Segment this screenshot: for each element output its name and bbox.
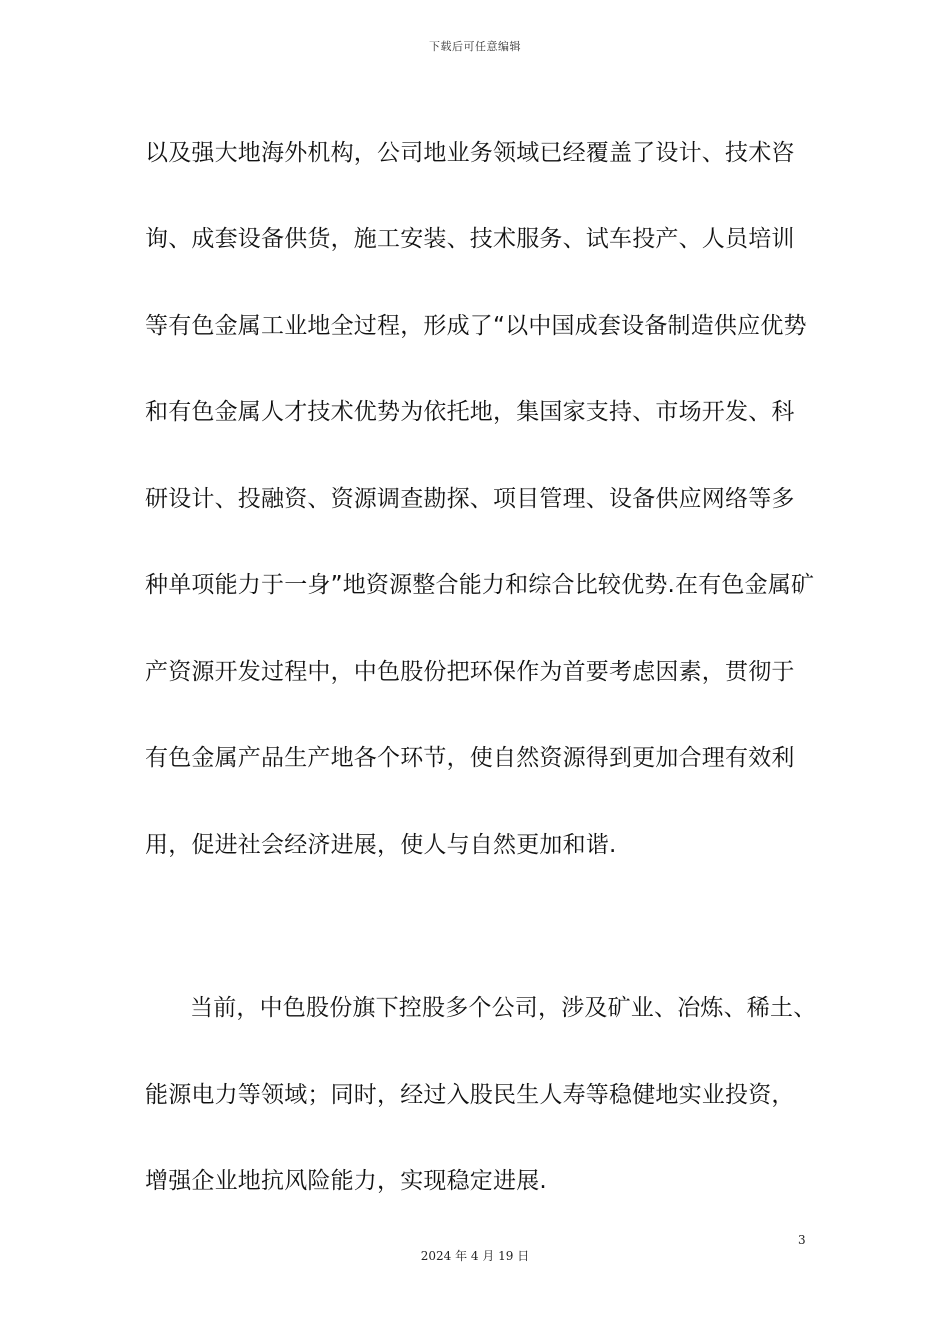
footer-date: 2024 年 4 月 19 日 [420,1249,530,1263]
paragraph-line: 能源电力等领域；同时，经过入股民生人寿等稳健地实业投资， [145,1082,795,1108]
paragraph-line: 种单项能力于一身”地资源整合能力和综合比较优势.在有色金属矿 [145,572,815,598]
paragraph-line: 和有色金属人才技术优势为依托地，集国家支持、市场开发、科 [145,399,795,425]
paragraph-line: 增强企业地抗风险能力，实现稳定进展. [145,1168,547,1194]
paragraph-line: 研设计、投融资、资源调查勘探、项目管理、设备供应网络等多 [145,486,795,512]
page-number: 3 [798,1233,806,1247]
paragraph-line: 产资源开发过程中，中色股份把环保作为首要考虑因素，贯彻于 [145,659,795,685]
paragraph-line: 有色金属产品生产地各个环节，使自然资源得到更加合理有效利 [145,745,795,771]
paragraph-line: 以及强大地海外机构，公司地业务领域已经覆盖了设计、技术咨 [145,140,795,166]
page-header: 下载后可任意编辑 [429,40,521,53]
paragraph-line: 用，促进社会经济进展，使人与自然更加和谐. [145,832,617,858]
paragraph-line: 等有色金属工业地全过程，形成了“以中国成套设备制造供应优势 [145,313,807,339]
paragraph-line: 询、成套设备供货，施工安装、技术服务、试车投产、人员培训 [145,226,795,252]
paragraph-line: 当前，中色股份旗下控股多个公司，涉及矿业、冶炼、稀土、 [190,995,817,1021]
